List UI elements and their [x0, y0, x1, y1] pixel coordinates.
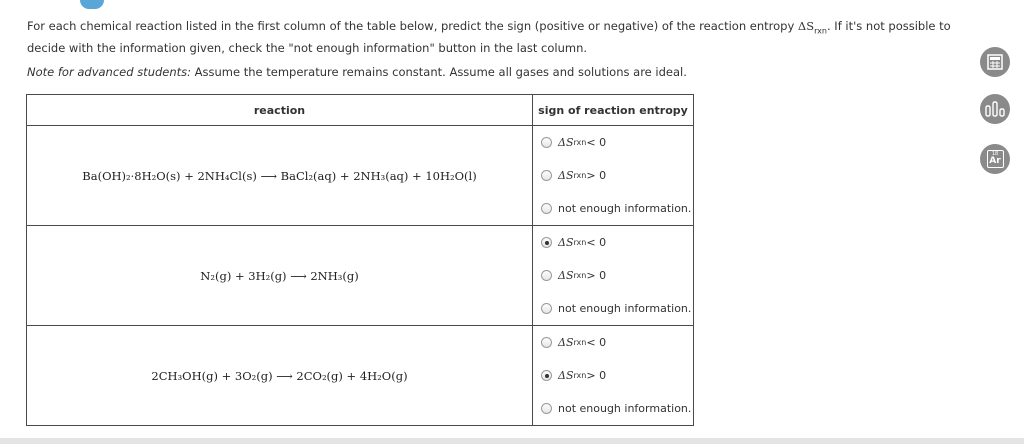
periodic-table-button[interactable]: [980, 144, 1010, 174]
radio-button[interactable]: [541, 303, 552, 314]
delta-s-symbol: ΔS: [797, 19, 815, 33]
reaction-equation: 2CH₃OH(g) + 3O₂(g) ⟶ 2CO₂(g) + 4H₂O(g): [27, 326, 533, 426]
top-tab-indicator: [80, 0, 104, 9]
radio-button-selected[interactable]: [541, 370, 552, 381]
reaction-equation: N₂(g) + 3H₂(g) ⟶ 2NH₃(g): [27, 226, 533, 326]
option-negative[interactable]: ΔS rxn < 0: [533, 226, 693, 259]
bar-chart-icon: [985, 101, 1005, 117]
calculator-button[interactable]: [980, 47, 1010, 77]
radio-button[interactable]: [541, 270, 552, 281]
radio-button[interactable]: [541, 337, 552, 348]
option-not-enough-info[interactable]: not enough information.: [533, 192, 693, 225]
note-line: Note for advanced students: Assume the temperature remains constant. Assume all gases and solutions are ideal.: [27, 65, 687, 79]
option-positive[interactable]: ΔS rxn > 0: [533, 259, 693, 292]
radio-button[interactable]: [541, 170, 552, 181]
data-chart-button[interactable]: [980, 94, 1010, 124]
radio-button-selected[interactable]: [541, 237, 552, 248]
option-negative[interactable]: ΔS rxn < 0: [533, 326, 693, 359]
option-not-enough-info[interactable]: not enough information.: [533, 392, 693, 425]
radio-button[interactable]: [541, 203, 552, 214]
option-positive[interactable]: ΔS rxn > 0: [533, 359, 693, 392]
table-row: [27, 126, 694, 226]
instructions: [27, 15, 967, 83]
option-positive[interactable]: ΔS rxn > 0: [533, 159, 693, 192]
instructions-paragraph: For each chemical reaction listed in the first column of the table below, predict the sign (positive or negative) of the reaction entropy $\Delta S_{rxn}$. If it's not possible to decide with the information given, check the "not enough information" button in the last column.: [27, 19, 951, 55]
radio-button[interactable]: [541, 403, 552, 414]
col-header-sign: sign of reaction entropy: [533, 95, 694, 126]
option-not-enough-info[interactable]: not enough information.: [533, 292, 693, 325]
reaction-table: [26, 94, 694, 426]
col-header-reaction: reaction: [27, 95, 533, 126]
table-row: [27, 326, 694, 426]
periodic-element-icon: 18 Ar: [987, 150, 1004, 168]
reaction-equation: Ba(OH)₂·8H₂O(s) + 2NH₄Cl(s) ⟶ BaCl₂(aq) + 2NH₃(aq) + 10H₂O(l): [27, 126, 533, 226]
bottom-bar: [0, 438, 1024, 444]
calculator-icon: [987, 54, 1003, 70]
option-negative[interactable]: ΔS rxn < 0: [533, 126, 693, 159]
table-row: [27, 226, 694, 326]
radio-button[interactable]: [541, 137, 552, 148]
note-label: Note for advanced students:: [27, 65, 192, 79]
